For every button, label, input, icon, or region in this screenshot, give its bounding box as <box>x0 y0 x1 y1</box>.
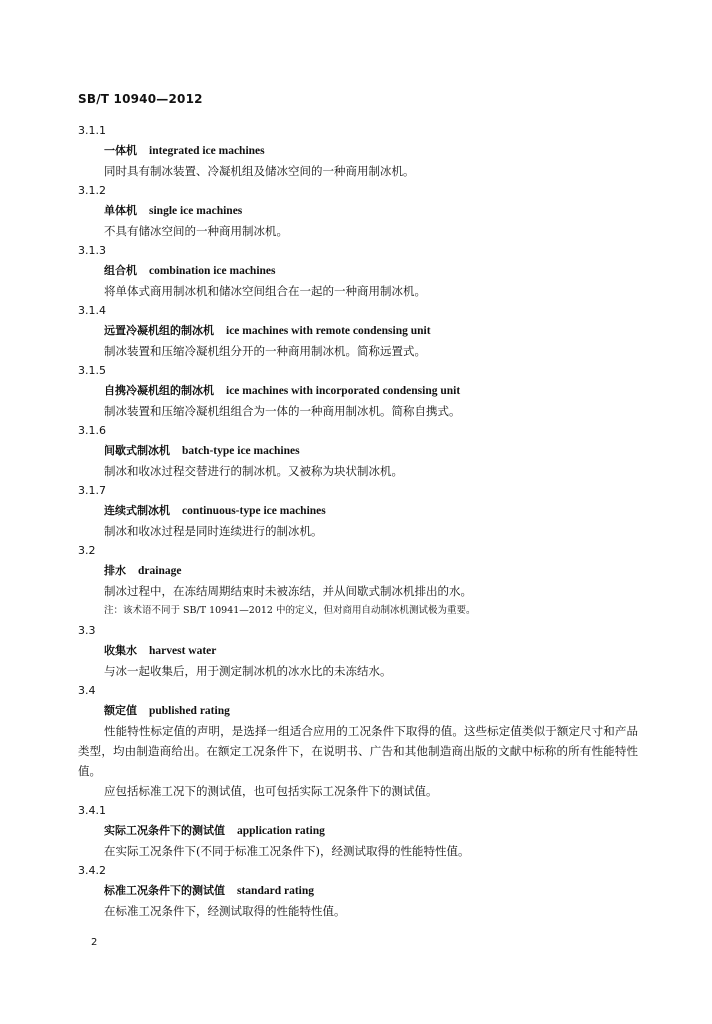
term-english: ice machines with remote condensing unit <box>226 325 431 337</box>
page-number: 2 <box>91 937 98 948</box>
term-english: application rating <box>237 825 325 837</box>
term-entries <box>78 121 638 681</box>
definition-text: 与冰一起收集后，用于测定制冰机的冰水比的未冻结水。 <box>104 664 392 678</box>
document-body <box>78 121 638 921</box>
term-heading <box>78 501 638 521</box>
term-chinese: 远置冷凝机组的制冰机 <box>104 324 214 337</box>
term-english: continuous-type ice machines <box>182 505 326 517</box>
term-heading <box>78 201 638 221</box>
term-chinese: 实际工况条件下的测试值 <box>104 824 225 837</box>
term-entry <box>78 421 638 481</box>
definition-text: 在标准工况条件下，经测试取得的性能特性值。 <box>104 904 346 918</box>
term-heading <box>78 821 638 841</box>
definition-text: 制冰装置和压缩冷凝机组组合为一体的一种商用制冰机。简称自携式。 <box>104 404 461 418</box>
term-chinese: 额定值 <box>104 704 137 717</box>
term-entry <box>78 621 638 681</box>
term-english: standard rating <box>237 885 314 897</box>
term-entry <box>78 301 638 361</box>
term-chinese: 连续式制冰机 <box>104 504 170 517</box>
term-heading <box>78 641 638 661</box>
term-entry <box>78 181 638 241</box>
term-english: ice machines with incorporated condensing unit <box>226 385 461 397</box>
clause-number: 3.1.5 <box>78 364 106 377</box>
term-chinese: 排水 <box>104 564 126 577</box>
term-heading <box>78 321 638 341</box>
term-english: drainage <box>138 565 182 577</box>
note-text: 注：该术语不同于 SB/T 10941—2012 中的定义，但对商用自动制冰机测试极为重要。 <box>104 605 476 616</box>
term-english: single ice machines <box>149 205 243 217</box>
clause-number: 3.1.6 <box>78 424 106 437</box>
term-english: combination ice machines <box>149 265 276 277</box>
definition-line: 应包括标准工况下的测试值，也可包括实际工况条件下的测试值。 <box>104 784 438 798</box>
term-entry <box>78 481 638 541</box>
term-entry <box>78 681 638 801</box>
term-english: integrated ice machines <box>149 145 265 157</box>
term-chinese: 标准工况条件下的测试值 <box>104 884 225 897</box>
term-entry <box>78 361 638 421</box>
term-chinese: 间歇式制冰机 <box>104 444 170 457</box>
term-entry <box>78 121 638 181</box>
definition-text: 将单体式商用制冰机和储冰空间组合在一起的一种商用制冰机。 <box>104 284 426 298</box>
clause-number: 3.2 <box>78 544 96 557</box>
term-chinese: 一体机 <box>104 144 137 157</box>
term-heading <box>78 881 638 901</box>
definition-text: 制冰过程中，在冻结周期结束时未被冻结，并从间歇式制冰机排出的水。 <box>104 584 472 598</box>
term-entry <box>78 861 638 921</box>
clause-number: 3.1.2 <box>78 184 106 197</box>
clause-number: 3.3 <box>78 624 96 637</box>
term-chinese: 单体机 <box>104 204 137 217</box>
term-chinese: 组合机 <box>104 264 137 277</box>
term-heading <box>78 381 638 401</box>
term-heading <box>78 701 638 721</box>
definition-text: 制冰和收冰过程交替进行的制冰机。又被称为块状制冰机。 <box>104 464 403 478</box>
definition-text: 制冰装置和压缩冷凝机组分开的一种商用制冰机。简称远置式。 <box>104 344 426 358</box>
term-heading <box>78 261 638 281</box>
definition-text: 制冰和收冰过程是同时连续进行的制冰机。 <box>104 524 323 538</box>
standard-code-header: SB/T 10940—2012 <box>78 92 203 106</box>
term-chinese: 收集水 <box>104 644 137 657</box>
term-chinese: 自携冷凝机组的制冰机 <box>104 384 214 397</box>
term-entry <box>78 801 638 861</box>
term-english: batch-type ice machines <box>182 445 300 457</box>
term-heading <box>78 441 638 461</box>
clause-number: 3.1.7 <box>78 484 106 497</box>
term-entry <box>78 241 638 301</box>
term-english: harvest water <box>149 645 217 657</box>
definition-text: 不具有储冰空间的一种商用制冰机。 <box>104 224 288 238</box>
clause-number: 3.4.2 <box>78 864 106 877</box>
definition-paragraph: 性能特性标定值的声明，是选择一组适合应用的工况条件下取得的值。这些标定值类似于额定尺寸和产品类型，均由制造商给出。在额定工况条件下，在说明书、广告和其他制造商出版的文献中标称的所有性能特性值。 <box>78 724 638 778</box>
term-heading <box>78 561 638 581</box>
clause-number: 3.1.3 <box>78 244 106 257</box>
term-heading <box>78 141 638 161</box>
definition-text: 同时具有制冰装置、冷凝机组及储冰空间的一种商用制冰机。 <box>104 164 415 178</box>
clause-number: 3.1.4 <box>78 304 106 317</box>
term-entry <box>78 541 638 621</box>
definition-text: 在实际工况条件下(不同于标准工况条件下)，经测试取得的性能特性值。 <box>104 844 470 858</box>
clause-number: 3.1.1 <box>78 124 106 137</box>
clause-number: 3.4.1 <box>78 804 106 817</box>
term-english: published rating <box>149 705 230 717</box>
clause-number: 3.4 <box>78 684 96 697</box>
